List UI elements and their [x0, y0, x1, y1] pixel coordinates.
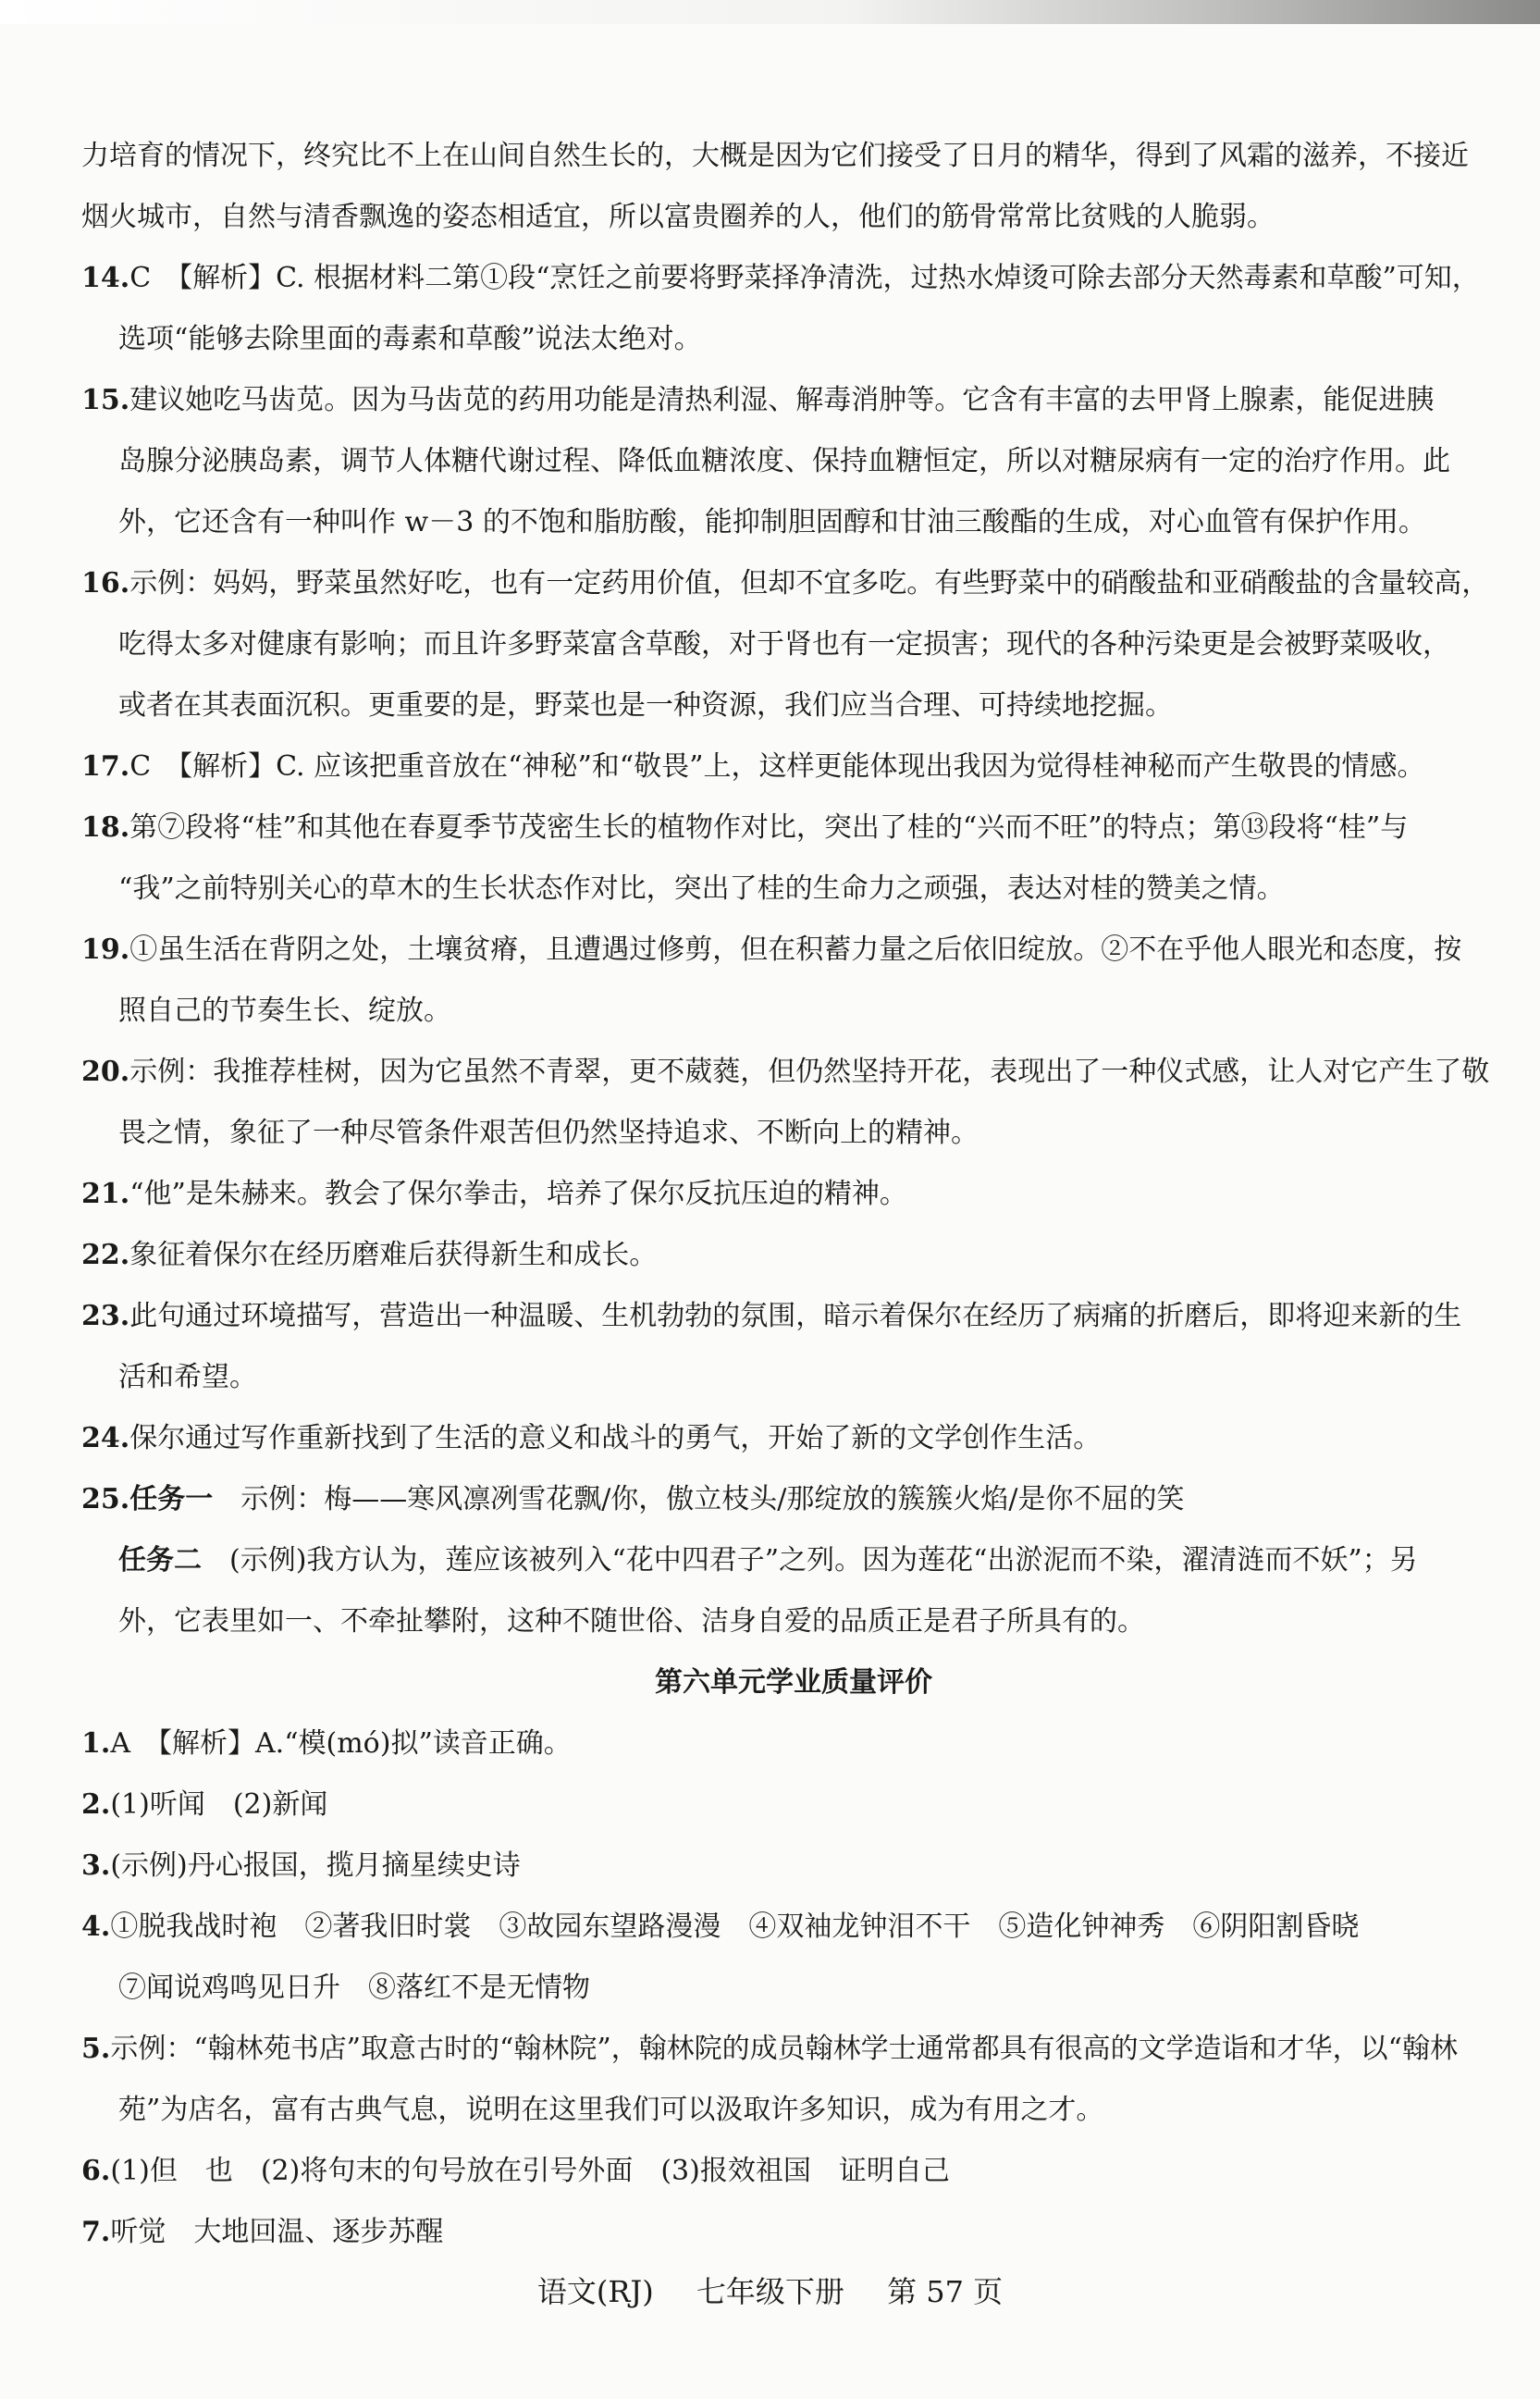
text-line — [81, 1847, 1506, 1908]
scan-edge-shadow — [0, 0, 1540, 24]
text-line — [81, 1725, 1506, 1786]
text-line — [81, 259, 1506, 320]
text-line — [81, 1969, 1506, 2030]
line-text: 苑”为店名，富有古典气息，说明在这里我们可以汲取许多知识，成为有用之才。 — [118, 2094, 1104, 2126]
line-text: “他”是朱赫来。教会了保尔拳击，培养了保尔反抗压迫的精神。 — [129, 1178, 907, 1210]
text-line — [81, 931, 1506, 992]
question-number: 6. — [81, 2155, 111, 2187]
line-text: C 【解析】C. 应该把重音放在“神秘”和“敬畏”上，这样更能体现出我因为觉得桂神秘而产生敬畏的情感。 — [129, 750, 1425, 783]
line-text: 象征着保尔在经历磨难后获得新生和成长。 — [129, 1239, 658, 1271]
text-line — [81, 198, 1506, 259]
line-text: 示例：妈妈，野菜虽然好吃，也有一定药用价值，但却不宜多吃。有些野菜中的硝酸盐和亚硝酸盐的含量较高， — [129, 567, 1490, 600]
question-number: 16. — [81, 567, 130, 600]
line-text: 外，它还含有一种叫作 w－3 的不饱和脂肪酸，能抑制胆固醇和甘油三酸酯的生成，对心血管有保护作用。 — [118, 506, 1426, 538]
question-number: 14. — [81, 262, 130, 294]
footer-page-number: 第 57 页 — [887, 2274, 1004, 2309]
question-number: 18. — [81, 811, 130, 844]
text-line — [81, 1053, 1506, 1114]
line-text: “我”之前特别关心的草木的生长状态作对比，突出了桂的生命力之顽强，表达对桂的赞美之情。 — [118, 872, 1285, 905]
question-number: 3. — [81, 1849, 111, 1882]
line-text: 活和希望。 — [118, 1361, 257, 1393]
text-line — [81, 503, 1506, 564]
task-label: 任务一 — [129, 1483, 214, 1515]
question-number: 4. — [81, 1911, 111, 1943]
line-text: 示例：“翰林苑书店”取意古时的“翰林院”，翰林院的成员翰林学士通常都具有很高的文学造诣和才华，以“翰林 — [110, 2033, 1459, 2065]
text-line — [81, 1786, 1506, 1847]
line-text: 吃得太多对健康有影响；而且许多野菜富含草酸，对于肾也有一定损害；现代的各种污染更是会被野菜吸收， — [118, 628, 1450, 661]
text-line — [81, 564, 1506, 625]
line-text: ⑦闻说鸡鸣见日升 ⑧落红不是无情物 — [118, 1972, 590, 2004]
question-number: 2. — [81, 1788, 111, 1821]
answer-text-body — [81, 137, 1506, 2274]
question-number: 23. — [81, 1300, 130, 1332]
text-line — [81, 381, 1506, 442]
page-footer — [0, 2271, 1540, 2312]
question-number: 5. — [81, 2033, 111, 2065]
text-line — [81, 992, 1506, 1053]
footer-grade: 七年级下册 — [696, 2274, 844, 2309]
line-text: ①脱我战时袍 ②著我旧时裳 ③故园东望路漫漫 ④双袖龙钟泪不干 ⑤造化钟神秀 ⑥阴阳割昏晓 — [110, 1911, 1360, 1943]
line-text: (1)听闻 (2)新闻 — [110, 1788, 328, 1821]
text-line — [81, 2091, 1506, 2152]
text-line — [81, 625, 1506, 686]
text-line — [81, 1541, 1506, 1602]
question-number: 20. — [81, 1056, 130, 1088]
line-text: 选项“能够去除里面的毒素和草酸”说法太绝对。 — [118, 323, 702, 355]
text-line — [81, 1480, 1506, 1541]
line-text: (示例)丹心报国，揽月摘星续史诗 — [110, 1849, 521, 1882]
text-line — [81, 1236, 1506, 1297]
question-number: 21. — [81, 1178, 130, 1210]
text-line — [81, 1602, 1506, 1663]
text-line — [81, 442, 1506, 503]
line-text: 或者在其表面沉积。更重要的是，野菜也是一种资源，我们应当合理、可持续地挖掘。 — [118, 689, 1173, 722]
line-text: (示例)我方认为，莲应该被列入“花中四君子”之列。因为莲花“出淤泥而不染，濯清涟而不妖”；另 — [202, 1544, 1418, 1577]
text-line — [81, 686, 1506, 748]
question-number: 24. — [81, 1422, 130, 1454]
line-text: 力培育的情况下，终究比不上在山间自然生长的，大概是因为它们接受了日月的精华，得到了风霜的滋养，不接近 — [81, 140, 1469, 172]
text-line — [81, 2213, 1506, 2274]
question-number: 22. — [81, 1239, 130, 1271]
line-text: ①虽生活在背阴之处，土壤贫瘠，且遭遇过修剪，但在积蓄力量之后依旧绽放。②不在乎他人眼光和态度，按 — [129, 934, 1462, 966]
line-text: C 【解析】C. 根据材料二第①段“烹饪之前要将野菜择净清洗，过热水焯烫可除去部分天然毒素和草酸”可知， — [129, 262, 1480, 294]
question-number: 19. — [81, 934, 130, 966]
line-text: 示例：我推荐桂树，因为它虽然不青翠，更不葳蕤，但仍然坚持开花，表现出了一种仪式感，让人对它产生了敬 — [129, 1056, 1490, 1088]
question-number: 7. — [81, 2216, 111, 2248]
question-number: 25. — [81, 1483, 130, 1515]
text-line — [81, 870, 1506, 931]
text-line — [81, 2030, 1506, 2091]
text-line — [81, 1175, 1506, 1236]
text-line — [81, 137, 1506, 198]
line-text: 烟火城市，自然与清香飘逸的姿态相适宜，所以富贵圈养的人，他们的筋骨常常比贫贱的人脆弱。 — [81, 201, 1275, 233]
text-line — [81, 1908, 1506, 1969]
line-text: 听觉 大地回温、逐步苏醒 — [110, 2216, 444, 2248]
text-line — [81, 809, 1506, 870]
text-line — [81, 1114, 1506, 1175]
line-text: 建议她吃马齿苋。因为马齿苋的药用功能是清热利湿、解毒消肿等。它含有丰富的去甲肾上腺素，能促进胰 — [129, 384, 1435, 416]
question-number: 1. — [81, 1727, 111, 1760]
line-text: 畏之情，象征了一种尽管条件艰苦但仍然坚持追求、不断向上的精神。 — [118, 1117, 979, 1149]
text-line — [81, 320, 1506, 381]
text-line — [81, 1419, 1506, 1480]
line-text: 此句通过环境描写，营造出一种温暖、生机勃勃的氛围，暗示着保尔在经历了病痛的折磨后，即将迎来新的生 — [129, 1300, 1462, 1332]
line-text: (1)但 也 (2)将句末的句号放在引号外面 (3)报效祖国 证明自己 — [110, 2155, 950, 2187]
text-line — [81, 1297, 1506, 1358]
text-line — [81, 748, 1506, 809]
line-text: 外，它表里如一、不牵扯攀附，这种不随世俗、洁身自爱的品质正是君子所具有的。 — [118, 1605, 1145, 1638]
section-title: 第六单元学业质量评价 — [655, 1666, 932, 1699]
question-number: 15. — [81, 384, 130, 416]
task-label: 任务二 — [118, 1544, 202, 1577]
line-text: 第⑦段将“桂”和其他在春夏季节茂密生长的植物作对比，突出了桂的“兴而不旺”的特点；第⑬段将“桂”与 — [129, 811, 1409, 844]
line-text: A 【解析】A.“模(mó)拟”读音正确。 — [110, 1727, 572, 1760]
text-line — [81, 2152, 1506, 2213]
line-text: 保尔通过写作重新找到了生活的意义和战斗的勇气，开始了新的文学创作生活。 — [129, 1422, 1102, 1454]
line-text: 岛腺分泌胰岛素，调节人体糖代谢过程、降低血糖浓度、保持血糖恒定，所以对糖尿病有一定的治疗作用。此 — [118, 445, 1450, 477]
question-number: 17. — [81, 750, 130, 783]
line-text: 示例：梅——寒风凛冽雪花飘/你，傲立枝头/那绽放的簇簇火焰/是你不屈的笑 — [213, 1483, 1185, 1515]
line-text: 照自己的节奏生长、绽放。 — [118, 995, 451, 1027]
footer-subject: 语文(RJ) — [536, 2274, 654, 2309]
text-line — [81, 1358, 1506, 1419]
